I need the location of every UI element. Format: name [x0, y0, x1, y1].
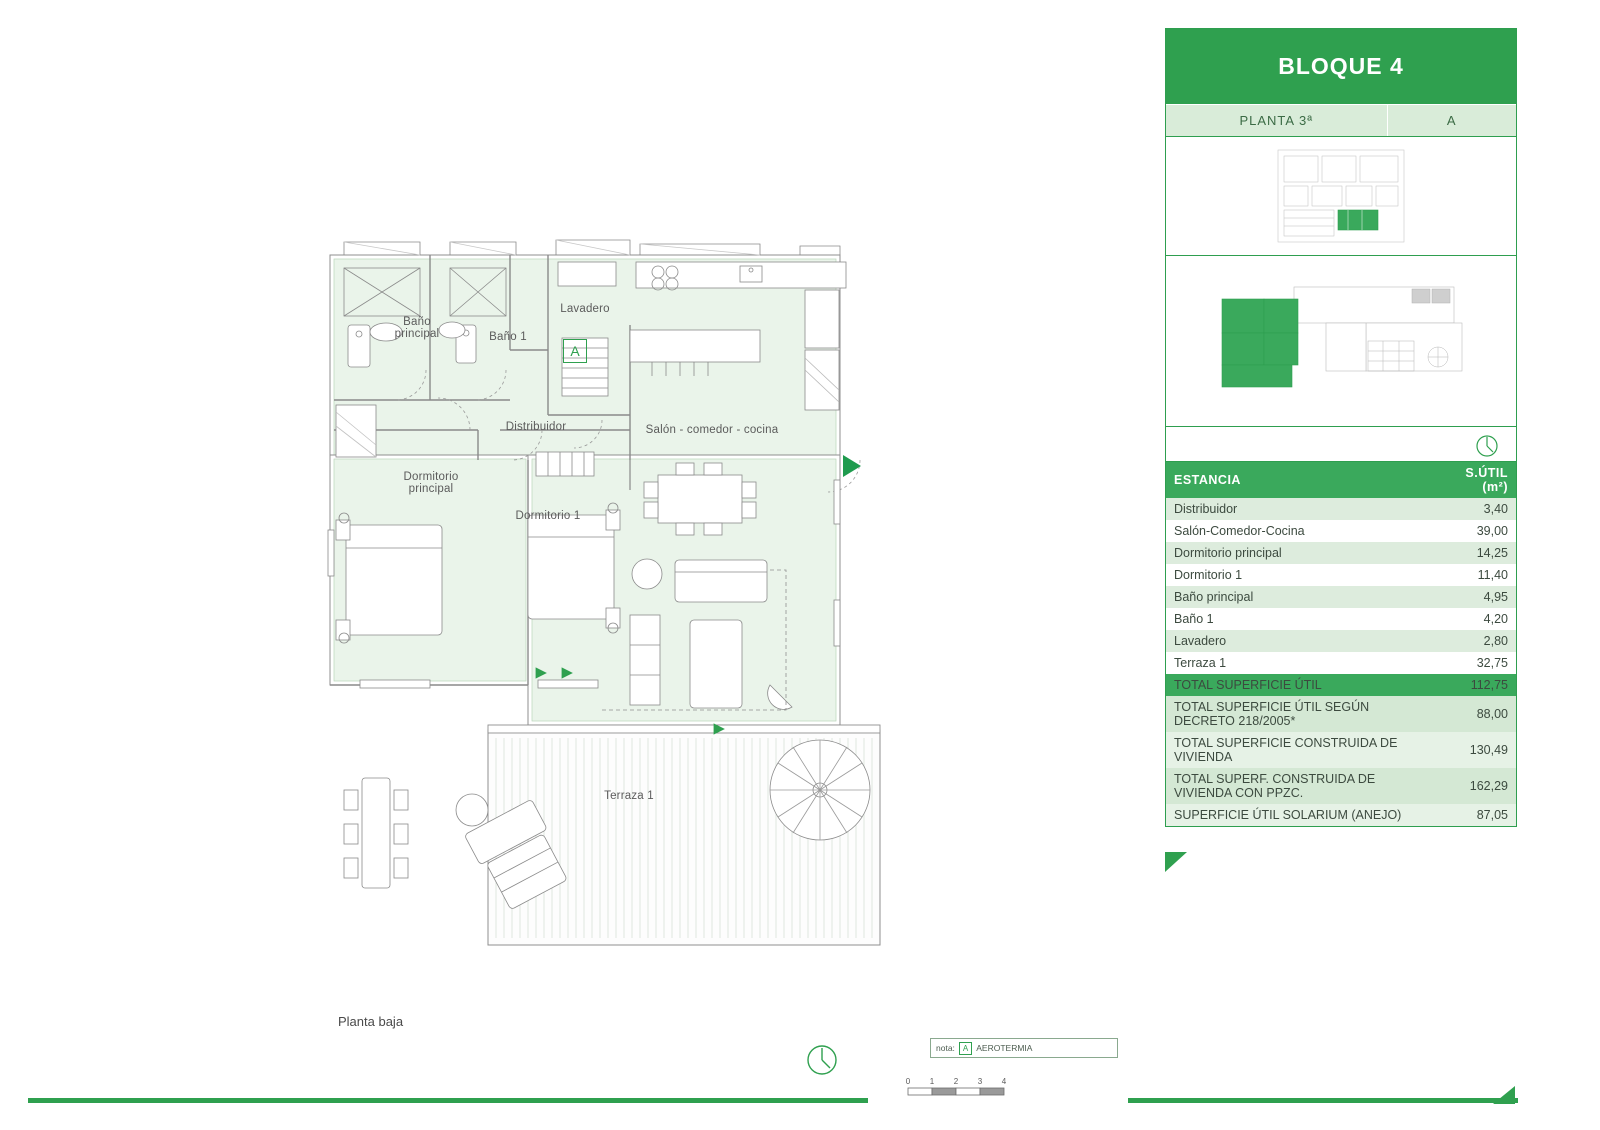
floor-plan-drawing: [300, 230, 920, 960]
table-row: [1166, 630, 1516, 652]
svg-text:3: 3: [977, 1077, 983, 1086]
cell-room: Baño 1: [1166, 608, 1437, 630]
table-row: [1166, 586, 1516, 608]
cell-room: Dormitorio principal: [1166, 542, 1437, 564]
cell-room: Dormitorio 1: [1166, 564, 1437, 586]
table-total-row: [1166, 732, 1516, 768]
table-row: [1166, 542, 1516, 564]
note-badge: A: [959, 1042, 972, 1055]
table-header-row: [1166, 462, 1516, 498]
cell-area: 11,40: [1437, 564, 1516, 586]
floor-unit-row: [1166, 104, 1516, 136]
floor-label: PLANTA 3ª: [1166, 105, 1388, 136]
svg-text:1: 1: [929, 1077, 935, 1086]
room-label-salon-comedor-cocina: Salón - comedor - cocina: [645, 424, 779, 436]
table-row: [1166, 652, 1516, 674]
entrance-arrow-icon: [843, 455, 861, 477]
table-total-row: [1166, 674, 1516, 696]
cell-area: 39,00: [1437, 520, 1516, 542]
plan-caption: Planta baja: [338, 1014, 404, 1029]
cell-room: Salón-Comedor-Cocina: [1166, 520, 1437, 542]
room-label-bano-1: Baño 1: [489, 331, 527, 343]
cell-total-label: TOTAL SUPERFICIE CONSTRUIDA DE VIVIENDA: [1166, 732, 1437, 768]
note-text: AEROTERMIA: [976, 1043, 1033, 1053]
cell-total-label: TOTAL SUPERFICIE ÚTIL: [1166, 674, 1437, 696]
header-area: S.ÚTIL (m²): [1437, 462, 1516, 498]
north-compass-icon: [1474, 433, 1502, 459]
cell-area: 4,20: [1437, 608, 1516, 630]
svg-text:4: 4: [1001, 1077, 1007, 1086]
svg-text:0: 0: [905, 1077, 911, 1086]
cell-total-label: TOTAL SUPERFICIE ÚTIL SEGÚN DECRETO 218/2005*: [1166, 696, 1437, 732]
table-row: [1166, 608, 1516, 630]
scale-bar: [900, 1072, 1120, 1106]
footer-triangle-right: [1493, 1086, 1515, 1104]
footer-bar-left: [28, 1098, 868, 1103]
north-compass-icon: [800, 1040, 860, 1088]
key-plan-floor: [1166, 255, 1516, 426]
cell-total-area: 87,05: [1437, 804, 1516, 826]
cell-total-area: 112,75: [1437, 674, 1516, 696]
table-row: [1166, 520, 1516, 542]
key-plan-elevation: [1166, 136, 1516, 255]
cell-room: Baño principal: [1166, 586, 1437, 608]
table-total-row: [1166, 804, 1516, 826]
info-panel: [1165, 28, 1517, 827]
panel-triangle: [1165, 852, 1187, 872]
cell-total-label: TOTAL SUPERF. CONSTRUIDA DE VIVIENDA CON PPZC.: [1166, 768, 1437, 804]
table-total-row: [1166, 696, 1516, 732]
cell-room: Terraza 1: [1166, 652, 1437, 674]
aerotermia-tag: A: [563, 339, 587, 363]
header-room: ESTANCIA: [1166, 462, 1437, 498]
cell-total-area: 162,29: [1437, 768, 1516, 804]
unit-label: A: [1388, 105, 1517, 136]
block-title: BLOQUE 4: [1166, 29, 1516, 104]
table-total-row: [1166, 768, 1516, 804]
note-prefix: nota:: [936, 1043, 955, 1053]
svg-text:2: 2: [953, 1077, 959, 1086]
cell-area: 3,40: [1437, 498, 1516, 520]
cell-room: Lavadero: [1166, 630, 1437, 652]
note-aerotermia: [930, 1038, 1118, 1058]
areas-table: [1166, 462, 1516, 826]
room-label-lavadero: Lavadero: [560, 303, 610, 315]
room-label-bano-principal: Baño principal: [394, 316, 440, 340]
cell-area: 32,75: [1437, 652, 1516, 674]
table-row: [1166, 564, 1516, 586]
compass-row: [1166, 426, 1516, 461]
table-row: [1166, 498, 1516, 520]
cell-area: 2,80: [1437, 630, 1516, 652]
cell-room: Distribuidor: [1166, 498, 1437, 520]
cell-total-area: 130,49: [1437, 732, 1516, 768]
room-label-dormitorio-principal: Dormitorio principal: [403, 471, 459, 495]
cell-area: 14,25: [1437, 542, 1516, 564]
cell-area: 4,95: [1437, 586, 1516, 608]
cell-total-area: 88,00: [1437, 696, 1516, 732]
room-label-distribuidor: Distribuidor: [505, 421, 567, 433]
room-label-terraza-1: Terraza 1: [604, 790, 654, 802]
cell-total-label: SUPERFICIE ÚTIL SOLARIUM (ANEJO): [1166, 804, 1437, 826]
footer-bar-right: [1128, 1098, 1518, 1103]
room-label-dormitorio-1: Dormitorio 1: [515, 510, 581, 522]
areas-table-wrap: [1166, 461, 1516, 826]
